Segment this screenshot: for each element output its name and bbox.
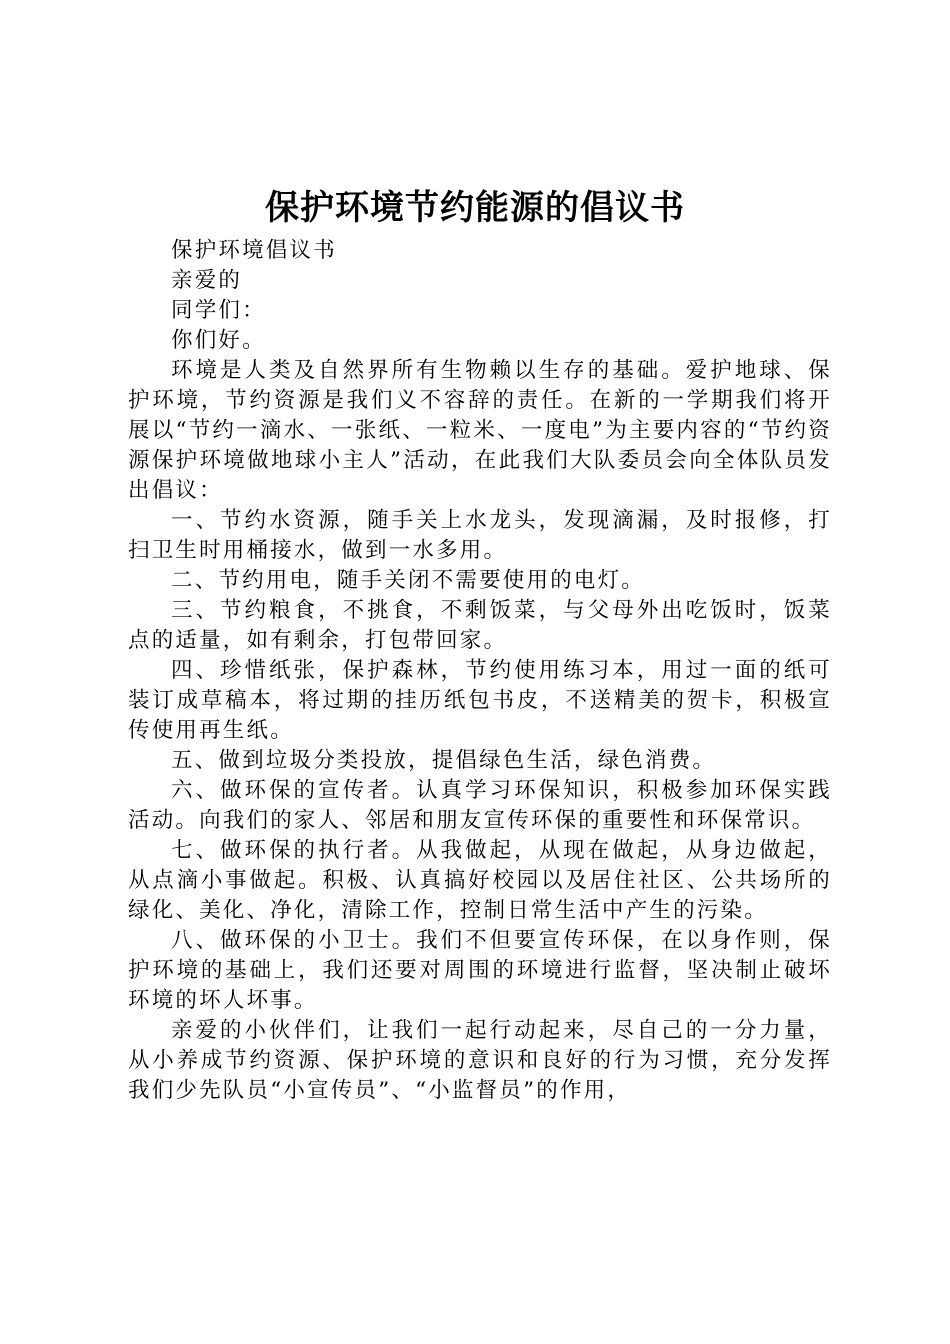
paragraph-item-7: 七、做环保的执行者。从我做起，从现在做起，从身边做起，从点滴小事做起。积极、认真搞好校园以及居住社区、公共场所的绿化、美化、净化，清除工作，控制日常生活中产生的污染。 [128, 838, 832, 923]
paragraph-greeting: 你们好。 [171, 328, 266, 353]
paragraph-item-2: 二、节约用电，随手关闭不需要使用的电灯。 [171, 568, 646, 593]
paragraph-salutation-1: 亲爱的 [171, 268, 243, 293]
paragraph-heading: 保护环境倡议书 [171, 238, 337, 263]
paragraph-item-6: 六、做环保的宣传者。认真学习环保知识，积极参加环保实践活动。向我们的家人、邻居和朋友宣传环保的重要性和环保常识。 [128, 778, 832, 833]
paragraph-item-8: 八、做环保的小卫士。我们不但要宣传环保，在以身作则，保护环境的基础上，我们还要对周围的环境进行监督，坚决制止破坏环境的坏人坏事。 [128, 928, 832, 1013]
document-title: 保护环境节约能源的倡议书 [265, 188, 685, 228]
paragraph-closing: 亲爱的小伙伴们，让我们一起行动起来，尽自己的一分力量，从小养成节约资源、保护环境的意识和良好的行为习惯，充分发挥我们少先队员“小宣传员”、“小监督员”的作用， [128, 1018, 832, 1103]
paragraph-item-4: 四、珍惜纸张，保护森林，节约使用练习本，用过一面的纸可装订成草稿本，将过期的挂历纸包书皮，不送精美的贺卡，积极宣传使用再生纸。 [128, 658, 832, 743]
paragraph-item-3: 三、节约粮食，不挑食，不剩饭菜，与父母外出吃饭时，饭菜点的适量，如有剩余，打包带回家。 [128, 598, 832, 653]
paragraph-intro: 环境是人类及自然界所有生物赖以生存的基础。爱护地球、保护环境，节约资源是我们义不容辞的责任。在新的一学期我们将开展以“节约一滴水、一张纸、一粒米、一度电”为主要内容的“节约资源保护环境做地球小主人”活动，在此我们大队委员会向全体队员发出倡议： [128, 358, 832, 503]
document-body [128, 236, 832, 1106]
paragraph-item-1: 一、节约水资源，随手关上水龙头，发现滴漏，及时报修，打扫卫生时用桶接水，做到一水多用。 [128, 508, 832, 563]
paragraph-salutation-2: 同学们： [171, 298, 266, 323]
paragraph-item-5: 五、做到垃圾分类投放，提倡绿色生活，绿色消费。 [171, 748, 717, 773]
